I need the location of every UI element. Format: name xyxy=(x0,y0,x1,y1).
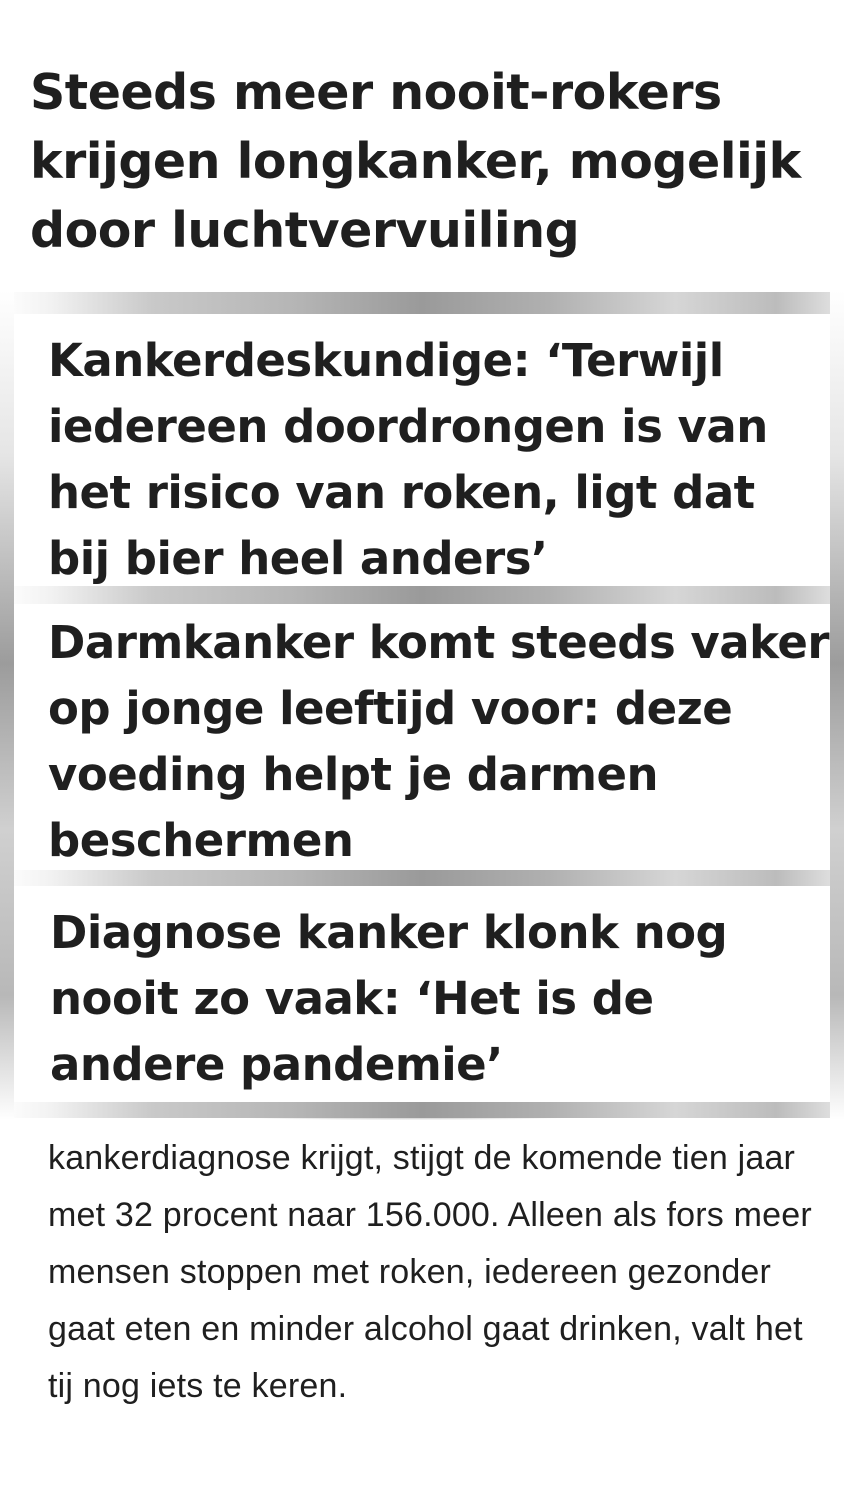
headline-kankerdeskundige: Kankerdeskundige: ‘Terwijl iedereen doordrongen is van het risico van roken, ligt dat bij bier heel anders’ xyxy=(48,334,768,585)
headline-clipping-1 xyxy=(14,40,830,292)
headline-clipping-4 xyxy=(14,886,830,1102)
article-excerpt-clipping xyxy=(14,1118,830,1500)
headline-nooit-rokers: Steeds meer nooit-rokers krijgen longkanker, mogelijk door luchtvervuiling xyxy=(30,64,801,259)
collage-gap xyxy=(0,586,844,604)
collage-edge-left xyxy=(0,290,14,1120)
cut-text-remnant xyxy=(214,1118,594,1120)
article-excerpt: kankerdiagnose krijgt, stijgt de komende tien jaar met 32 procent naar 156.000. Alleen als fors meer mensen stoppen met roken, iedereen gezonder gaat eten en minder alcohol gaat drinken, valt het tij nog iets te keren. xyxy=(48,1139,812,1405)
headline-darmkanker: Darmkanker komt steeds vaker op jonge leeftijd voor: deze voeding helpt je darmen beschermen xyxy=(48,616,830,867)
collage-gap xyxy=(0,870,844,886)
headline-clipping-3 xyxy=(14,604,830,870)
collage-gap xyxy=(0,1102,844,1118)
collage-edge-right xyxy=(830,290,844,1120)
headline-clipping-2 xyxy=(14,314,830,586)
collage-gap xyxy=(0,292,844,314)
headline-diagnose-kanker: Diagnose kanker klonk nog nooit zo vaak: ‘Het is de andere pandemie’ xyxy=(50,906,728,1091)
